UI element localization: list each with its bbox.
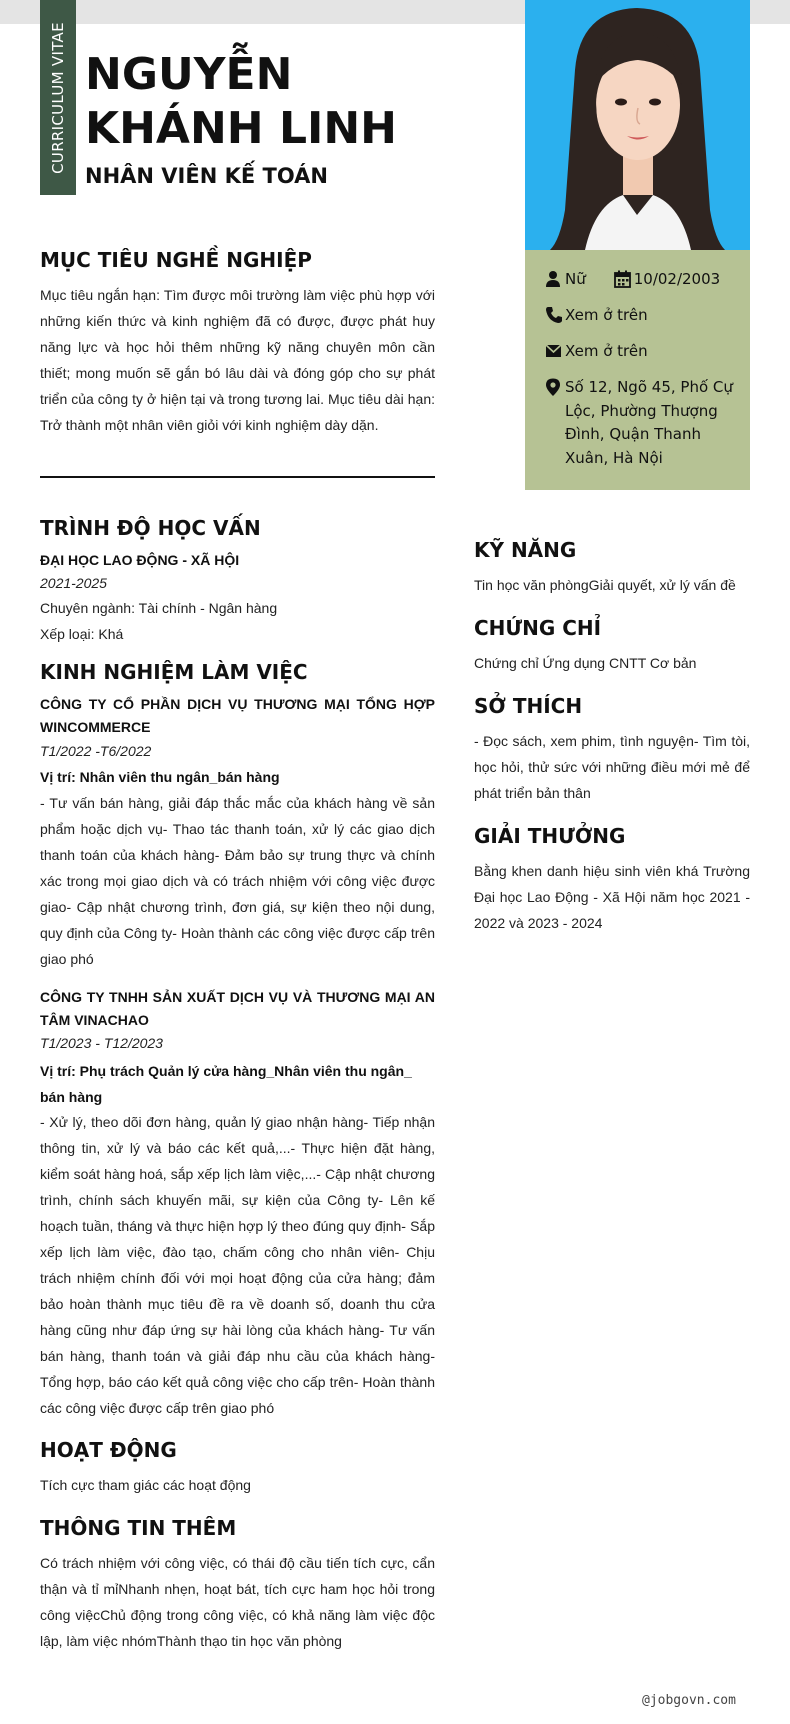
mail-icon bbox=[545, 342, 565, 360]
additional-info-text: Có trách nhiệm với công việc, có thái độ cầu tiến tích cực, cẩn thận và tỉ mỉNhanh nhẹn, hoạt bát, tích cực ham học hỏi trong công việcChủ động trong công việc, có khả năng làm việc độc lập, làm việc nhómThành thạo tin học văn phòng bbox=[40, 1555, 435, 1649]
watermark: @jobgovn.com bbox=[642, 1693, 736, 1708]
hobbies-text: - Đọc sách, xem phim, tình nguyện- Tìm tòi, học hỏi, thử sức với những điều mới mẻ để phát triển bản thân bbox=[474, 733, 750, 801]
certificates-text: Chứng chỉ Ứng dụng CNTT Cơ bản bbox=[474, 655, 697, 671]
skills-text: Tin học văn phòngGiải quyết, xử lý vấn đề bbox=[474, 577, 736, 593]
skills-title: KỸ NĂNG bbox=[474, 538, 577, 562]
section-divider bbox=[40, 476, 435, 478]
job-1-company: CÔNG TY CỔ PHẦN DỊCH VỤ THƯƠNG MẠI TỔNG HỢP WINCOMMERCE bbox=[40, 696, 435, 735]
job-2-description: - Xử lý, theo dõi đơn hàng, quản lý giao nhận hàng- Tiếp nhận thông tin, xử lý và báo các kết quả,...- Thực hiện đặt hàng, kiểm soát hàng hoá, sắp xếp lịch làm việc,...- Cập nhật chương trình, chính sách khuyến mãi, sự kiện của Công ty- Lên kế hoạch tuần, tháng và thực hiện hợp lý theo đúng quy định- Sắp xếp lịch làm việc, đào tạo, chấm công cho nhân viên- Chịu trách nhiệm chính đối với mọi hoạt động của cửa hàng; đảm bảo hoàn thành mục tiêu đề ra về doanh số, doanh thu cửa hàng cũng như đáp ứng sự hài lòng của khách hàng- Tư vấn bán hàng, thanh toán và giải đáp nhu cầu của khách hàng- Tổng hợp, báo cáo kết quả công việc cho cấp trên- Hoàn thành các công việc được cấp trên giao phó bbox=[40, 1114, 435, 1416]
candidate-role: NHÂN VIÊN KẾ TOÁN bbox=[85, 164, 328, 188]
candidate-name: NGUYỄN KHÁNH LINH bbox=[85, 49, 397, 154]
job-1-period: T1/2022 -T6/2022 bbox=[40, 743, 152, 759]
awards-text: Bằng khen danh hiệu sinh viên khá Trường Đại học Lao Động - Xã Hội năm học 2021 - 2022 và 2023 - 2024 bbox=[474, 863, 750, 931]
experience-title: KINH NGHIỆM LÀM VIỆC bbox=[40, 660, 308, 684]
education-title: TRÌNH ĐỘ HỌC VẤN bbox=[40, 516, 261, 540]
objective-text: Mục tiêu ngắn hạn: Tìm được môi trường làm việc phù hợp với những kiến thức và kinh nghiệm đã có được, được phát huy năng lực và học hỏi thêm những kỹ năng chuyên môn cần thiết; mong muốn sẽ gắn bó lâu dài và đóng góp cho sự phát triển của công ty ở hiện tại và trong tương lai. Mục tiêu dài hạn: Trở thành một nhân viên giỏi với kinh nghiệm dày dặn. bbox=[40, 287, 435, 433]
activities-title: HOẠT ĐỘNG bbox=[40, 1438, 177, 1462]
education-school: ĐẠI HỌC LAO ĐỘNG - XÃ HỘI bbox=[40, 552, 240, 568]
gender-value: Nữ bbox=[565, 270, 586, 288]
address-value: Số 12, Ngõ 45, Phố Cự Lộc, Phường Thượng Đình, Quận Thanh Xuân, Hà Nội bbox=[565, 378, 733, 467]
education-period: 2021-2025 bbox=[40, 575, 107, 591]
phone-value: Xem ở trên bbox=[565, 306, 648, 324]
activities-text: Tích cực tham giác các hoạt động bbox=[40, 1477, 251, 1493]
location-pin-icon bbox=[545, 378, 565, 396]
education-major: Chuyên ngành: Tài chính - Ngân hàng bbox=[40, 600, 278, 616]
profile-photo bbox=[525, 0, 750, 250]
additional-info-title: THÔNG TIN THÊM bbox=[40, 1516, 237, 1540]
phone-row bbox=[545, 304, 740, 327]
vertical-label: CURRICULUM VITAE bbox=[49, 21, 68, 174]
job-2-position: Vị trí: Phụ trách Quản lý cửa hàng_Nhân viên thu ngân_ bán hàng bbox=[40, 1063, 412, 1105]
certificates-title: CHỨNG CHỈ bbox=[474, 616, 602, 640]
portrait-illustration bbox=[525, 0, 750, 250]
objective-title: MỤC TIÊU NGHỀ NGHIỆP bbox=[40, 248, 312, 272]
address-row bbox=[545, 376, 740, 470]
job-1-description: - Tư vấn bán hàng, giải đáp thắc mắc của khách hàng về sản phẩm hoặc dịch vụ- Thao tác thanh toán, xử lý các giao dịch thanh toán của khách hàng- Đảm bảo sự trung thực và chính xác trong mọi giao dịch và có trách nhiệm với công việc được giao- Cập nhật chương trình, đơn giá, sự kiện theo nội dung, quy định của Công ty- Hoàn thành các công việc được cấp trên giao phó bbox=[40, 795, 435, 967]
job-2-period: T1/2023 - T12/2023 bbox=[40, 1035, 163, 1051]
phone-icon bbox=[545, 306, 565, 324]
email-value: Xem ở trên bbox=[565, 342, 648, 360]
contact-panel bbox=[525, 250, 750, 490]
curriculum-vitae-tag bbox=[40, 0, 76, 195]
hobbies-title: SỞ THÍCH bbox=[474, 694, 583, 718]
job-1-position: Vị trí: Nhân viên thu ngân_bán hàng bbox=[40, 769, 280, 785]
calendar-icon bbox=[614, 270, 634, 288]
job-2-company: CÔNG TY TNHH SẢN XUẤT DỊCH VỤ VÀ THƯƠNG MẠI AN TÂM VINACHAO bbox=[40, 989, 435, 1028]
dob-value: 10/02/2003 bbox=[633, 270, 721, 288]
email-row bbox=[545, 340, 740, 363]
gender-dob-row bbox=[545, 268, 740, 291]
person-icon bbox=[545, 270, 565, 288]
education-grade: Xếp loại: Khá bbox=[40, 626, 124, 642]
awards-title: GIẢI THƯỞNG bbox=[474, 824, 626, 848]
